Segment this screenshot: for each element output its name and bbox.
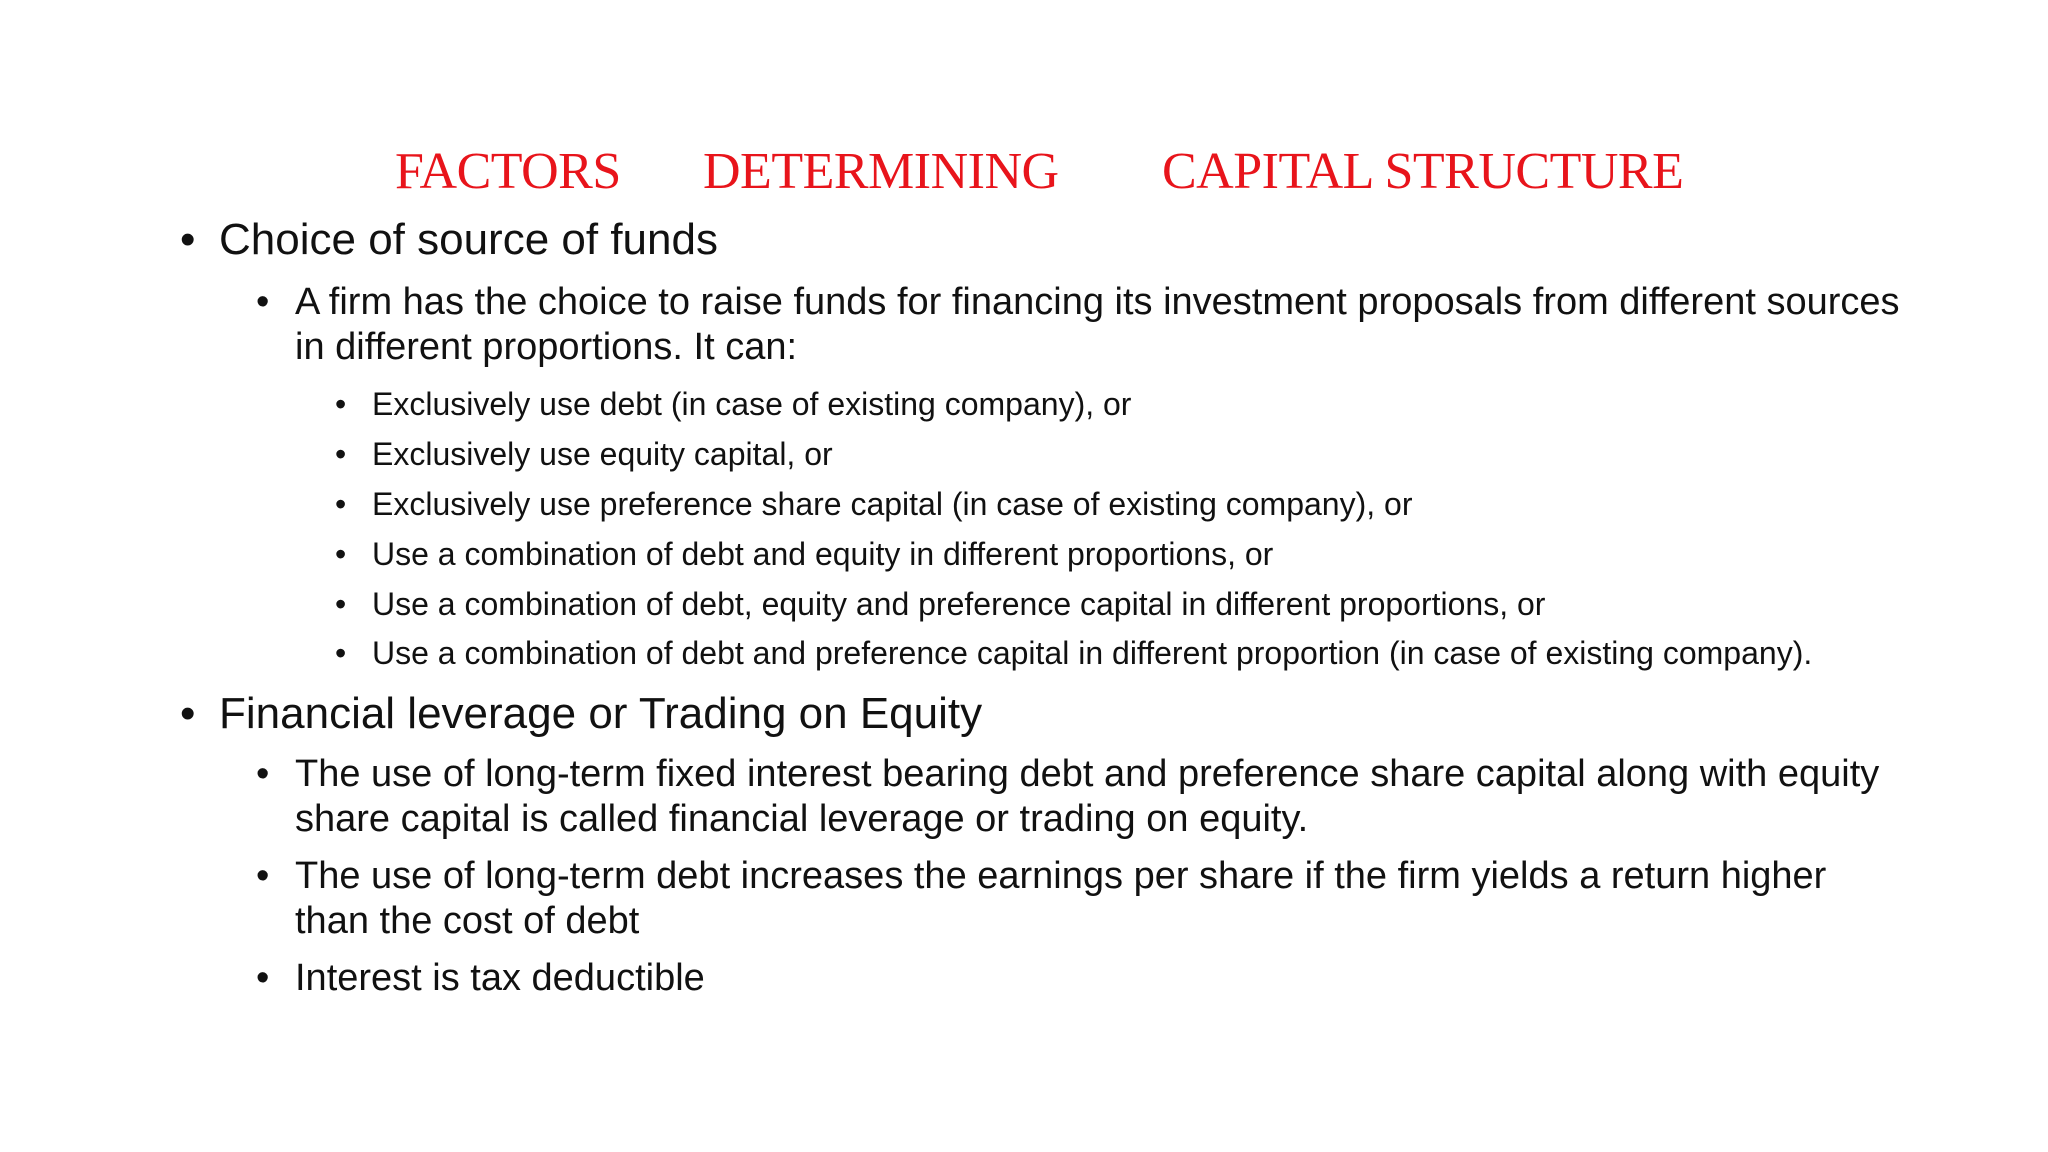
list-item <box>256 280 1900 370</box>
bullet-icon: • <box>335 536 347 572</box>
sub-list-item-text: Exclusively use equity capital, or <box>372 436 833 472</box>
list-item-text: Interest is tax deductible <box>295 957 705 999</box>
sub-list-item-text: Use a combination of debt, equity and preference capital in different proportions, or <box>372 586 1546 622</box>
list-item-text: The use of long-term debt increases the earnings per share if the firm yields a return higher than the cost of debt <box>295 855 1827 942</box>
list-item <box>256 752 1900 842</box>
bullet-icon: • <box>335 586 347 622</box>
section-heading-text: Choice of source of funds <box>219 215 718 264</box>
slide-body <box>180 212 1900 1001</box>
bullet-icon: • <box>335 635 347 671</box>
sub-list-item <box>333 584 1900 624</box>
bullet-icon: • <box>256 281 270 323</box>
title-word-capital-structure: CAPITAL STRUCTURE <box>1162 143 1684 200</box>
bullet-icon: • <box>335 436 347 472</box>
title-word-determining: DETERMINING <box>703 143 1059 200</box>
bullet-icon: • <box>256 855 270 897</box>
sub-list-item <box>333 534 1900 574</box>
list-item <box>256 854 1900 944</box>
sub-list-item <box>333 484 1900 524</box>
list-item <box>256 956 1900 1001</box>
sub-list-item <box>333 384 1900 424</box>
title-word-factors: FACTORS <box>395 143 621 200</box>
sub-list-item-text: Use a combination of debt and equity in different proportions, or <box>372 536 1274 572</box>
section-heading <box>180 212 1900 268</box>
sub-list-item <box>333 634 1900 672</box>
slide-title <box>0 142 2048 212</box>
sub-list-item-text: Exclusively use debt (in case of existing company), or <box>372 386 1132 422</box>
sub-list-item-text: Exclusively use preference share capital (in case of existing company), or <box>372 486 1413 522</box>
section-heading <box>180 686 1900 742</box>
sub-list-item <box>333 434 1900 474</box>
bullet-icon: • <box>180 689 196 738</box>
bullet-icon: • <box>335 486 347 522</box>
sub-list-item-text: Use a combination of debt and preference capital in different proportion (in case of existing company). <box>372 635 1813 671</box>
bullet-icon: • <box>256 753 270 795</box>
bullet-icon: • <box>335 386 347 422</box>
list-item-text: A firm has the choice to raise funds for financing its investment proposals from different sources in different proportions. It can: <box>295 281 1900 368</box>
bullet-icon: • <box>256 957 270 999</box>
bullet-icon: • <box>180 215 196 264</box>
list-item-text: The use of long-term fixed interest bearing debt and preference share capital along with equity share capital is called financial leverage or trading on equity. <box>295 753 1880 840</box>
section-heading-text: Financial leverage or Trading on Equity <box>219 689 983 738</box>
